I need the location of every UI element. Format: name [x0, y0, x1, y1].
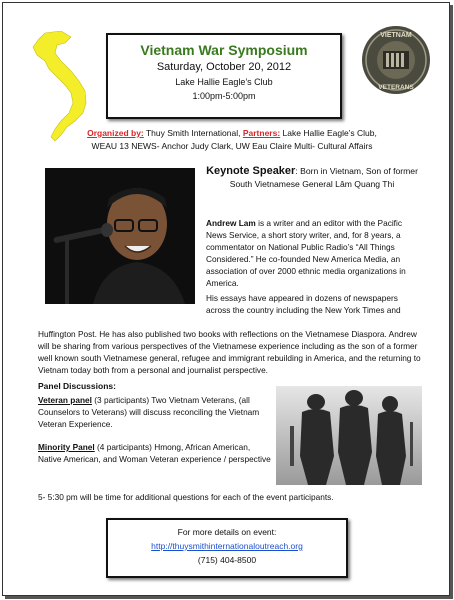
veteran-panel-label: Veteran panel: [38, 395, 92, 405]
title-box: [106, 33, 342, 119]
veteran-panel: [38, 394, 274, 430]
badge-text-top: VIETNAM: [380, 32, 412, 39]
organized-by-label: Organized by:: [87, 128, 144, 138]
organizers-block: [43, 127, 421, 153]
footer-link[interactable]: http://thuysmithinternationaloutreach.org: [151, 541, 303, 551]
speaker-bio: [206, 217, 418, 289]
keynote-desc: : Born in Vietnam, Son of former South Vietnamese General Lâm Quang Thi: [229, 166, 418, 189]
keynote-block: [206, 165, 418, 191]
partners-label: Partners:: [242, 128, 281, 138]
partners-line2: WEAU 13 NEWS- Anchor Judy Clark, UW Eau Claire Multi- Cultural Affairs: [91, 141, 373, 151]
event-date: Saturday, October 20, 2012: [156, 61, 292, 73]
minority-panel-text: (4 participants) Hmong, African American, Native American, and Woman Veteran experience / perspective: [38, 442, 271, 464]
panel-discussions-heading: Panel Discussions:: [38, 381, 116, 391]
qa-note: 5- 5:30 pm will be time for additional questions for each of the event participants.: [38, 492, 334, 502]
minority-panel: [38, 441, 274, 465]
essay-text-part2: Huffington Post. He has also published two books with reflections on the Vietnamese Diaspora. Andrew will be sharing from various perspectives of the Vietnamese experience including as the son of a former well known south Vietnamese general, refugee and immigrant rebuilding in America, and the returning to Vietnam today both from a personal and journalist perspective.: [38, 329, 421, 375]
veteran-panel-text: (3 participants) Two Vietnam Veterans, (all Counselors to Veterans) will discuss reconciling the Vietnam Veteran Experience.: [38, 395, 260, 429]
event-venue: Lake Hallie Eagle’s Club: [175, 77, 273, 87]
event-title: Vietnam War Symposium: [140, 42, 308, 58]
partners-value: Lake Hallie Eagle’s Club,: [280, 128, 377, 138]
minority-panel-label: Minority Panel: [38, 442, 95, 452]
essay-text-part1: His essays have appeared in dozens of newspapers across the country including the New York Times and: [206, 293, 401, 315]
organized-by-value: Thuy Smith International,: [143, 128, 243, 138]
footer-details: For more details on event:: [177, 527, 277, 537]
speaker-photo: [45, 168, 195, 304]
vietnam-veterans-badge-icon: [361, 25, 431, 95]
speaker-name: Andrew Lam: [206, 218, 256, 228]
footer-box: [106, 518, 348, 578]
keynote-label: Keynote Speaker: [206, 165, 296, 177]
badge-text-bottom: VETERANS: [378, 84, 414, 91]
speaker-bio-text: is a writer and an editor with the Pacific News Service, a short story writer, and, for 8 years, a commentator on National Public Radio’s “All Things Considered.” He co-founded New America Media, an association of over 2000 ethnic media organizations in America.: [206, 218, 406, 288]
soldiers-statue-photo: [276, 386, 422, 485]
flyer-page: [2, 2, 450, 596]
event-time: 1:00pm-5:00pm: [192, 91, 256, 101]
footer-phone: (715) 404-8500: [197, 555, 257, 565]
